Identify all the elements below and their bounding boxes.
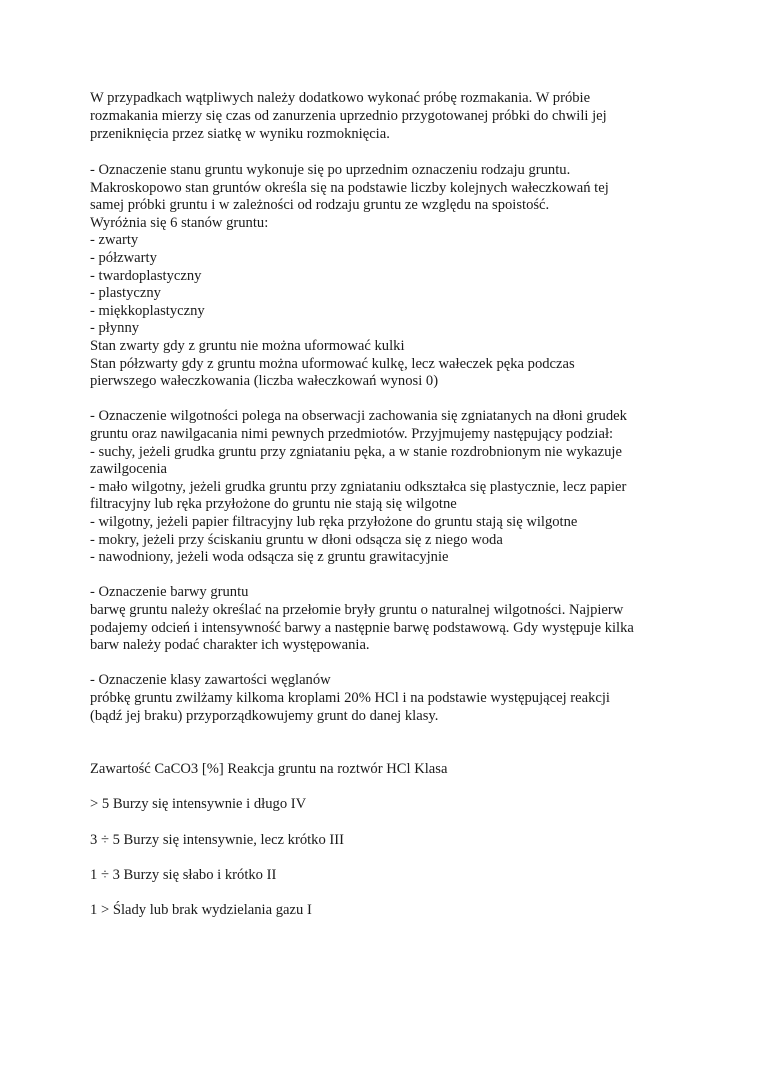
text-line: - Oznaczenie wilgotności polega na obserwacji zachowania się zgniatanych na dłoni grudek [90, 408, 627, 424]
text-line: barw należy podać charakter ich występowania. [90, 637, 370, 653]
text-line: barwę gruntu należy określać na przełomie bryły gruntu o naturalnej wilgotności. Najpierw [90, 602, 624, 618]
text-line: - Oznaczenie klasy zawartości węglanów [90, 672, 331, 688]
list-item: - zwarty [90, 232, 139, 248]
list-item: - mokry, jeżeli przy ściskaniu gruntu w dłoni odsącza się z niego woda [90, 532, 503, 548]
table-row: 1 ÷ 3 Burzy się słabo i krótko II [90, 867, 277, 883]
list-item: - mało wilgotny, jeżeli grudka gruntu przy zgniataniu odkształca się plastycznie, lecz papier [90, 479, 627, 495]
text-line: - Oznaczenie stanu gruntu wykonuje się po uprzednim oznaczeniu rodzaju gruntu. [90, 162, 571, 178]
text-line: zawilgocenia [90, 461, 167, 477]
table-row: 3 ÷ 5 Burzy się intensywnie, lecz krótko III [90, 832, 345, 848]
list-item: - nawodniony, jeżeli woda odsącza się z gruntu grawitacyjnie [90, 549, 449, 565]
text-line: gruntu oraz nawilgacania nimi pewnych przedmiotów. Przyjmujemy następujący podział: [90, 426, 614, 442]
text-line: W przypadkach wątpliwych należy dodatkowo wykonać próbę rozmakania. W próbie [90, 90, 591, 106]
list-item: - twardoplastyczny [90, 268, 202, 284]
text-line: Stan zwarty gdy z gruntu nie można uformować kulki [90, 338, 405, 354]
table-header: Zawartość CaCO3 [%] Reakcja gruntu na roztwór HCl Klasa [90, 761, 448, 777]
text-line: próbkę gruntu zwilżamy kilkoma kroplami 20% HCl i na podstawie występującej reakcji [90, 690, 610, 706]
text-line: Makroskopowo stan gruntów określa się na podstawie liczby kolejnych wałeczkowań tej [90, 180, 609, 196]
text-line: - Oznaczenie barwy gruntu [90, 584, 249, 600]
list-item: - suchy, jeżeli grudka gruntu przy zgniataniu pęka, a w stanie rozdrobnionym nie wykazuje [90, 444, 622, 460]
list-item: - miękkoplastyczny [90, 303, 205, 319]
text-line: (bądź jej braku) przyporządkowujemy grunt do danej klasy. [90, 708, 439, 724]
text-line: podajemy odcień i intensywność barwy a następnie barwę podstawową. Gdy występuje kilka [90, 620, 634, 636]
list-item: - wilgotny, jeżeli papier filtracyjny lub ręka przyłożone do gruntu stają się wilgotne [90, 514, 578, 530]
text-line: filtracyjny lub ręka przyłożone do gruntu nie stają się wilgotne [90, 496, 457, 512]
text-line: Stan półzwarty gdy z gruntu można uformować kulkę, lecz wałeczek pęka podczas [90, 356, 575, 372]
text-line: pierwszego wałeczkowania (liczba wałeczkowań wynosi 0) [90, 373, 439, 389]
text-line: przeniknięcia przez siatkę w wyniku rozmoknięcia. [90, 126, 390, 142]
table-row: 1 > Ślady lub brak wydzielania gazu I [90, 902, 312, 918]
text-line: samej próbki gruntu i w zależności od rodzaju gruntu ze względu na spoistość. [90, 197, 550, 213]
table-row: > 5 Burzy się intensywnie i długo IV [90, 796, 307, 812]
list-item: - plastyczny [90, 285, 161, 301]
list-item: - płynny [90, 320, 140, 336]
text-line: rozmakania mierzy się czas od zanurzenia uprzednio przygotowanej próbki do chwili jej [90, 108, 607, 124]
text-line: Wyróżnia się 6 stanów gruntu: [90, 215, 269, 231]
list-item: - półzwarty [90, 250, 157, 266]
